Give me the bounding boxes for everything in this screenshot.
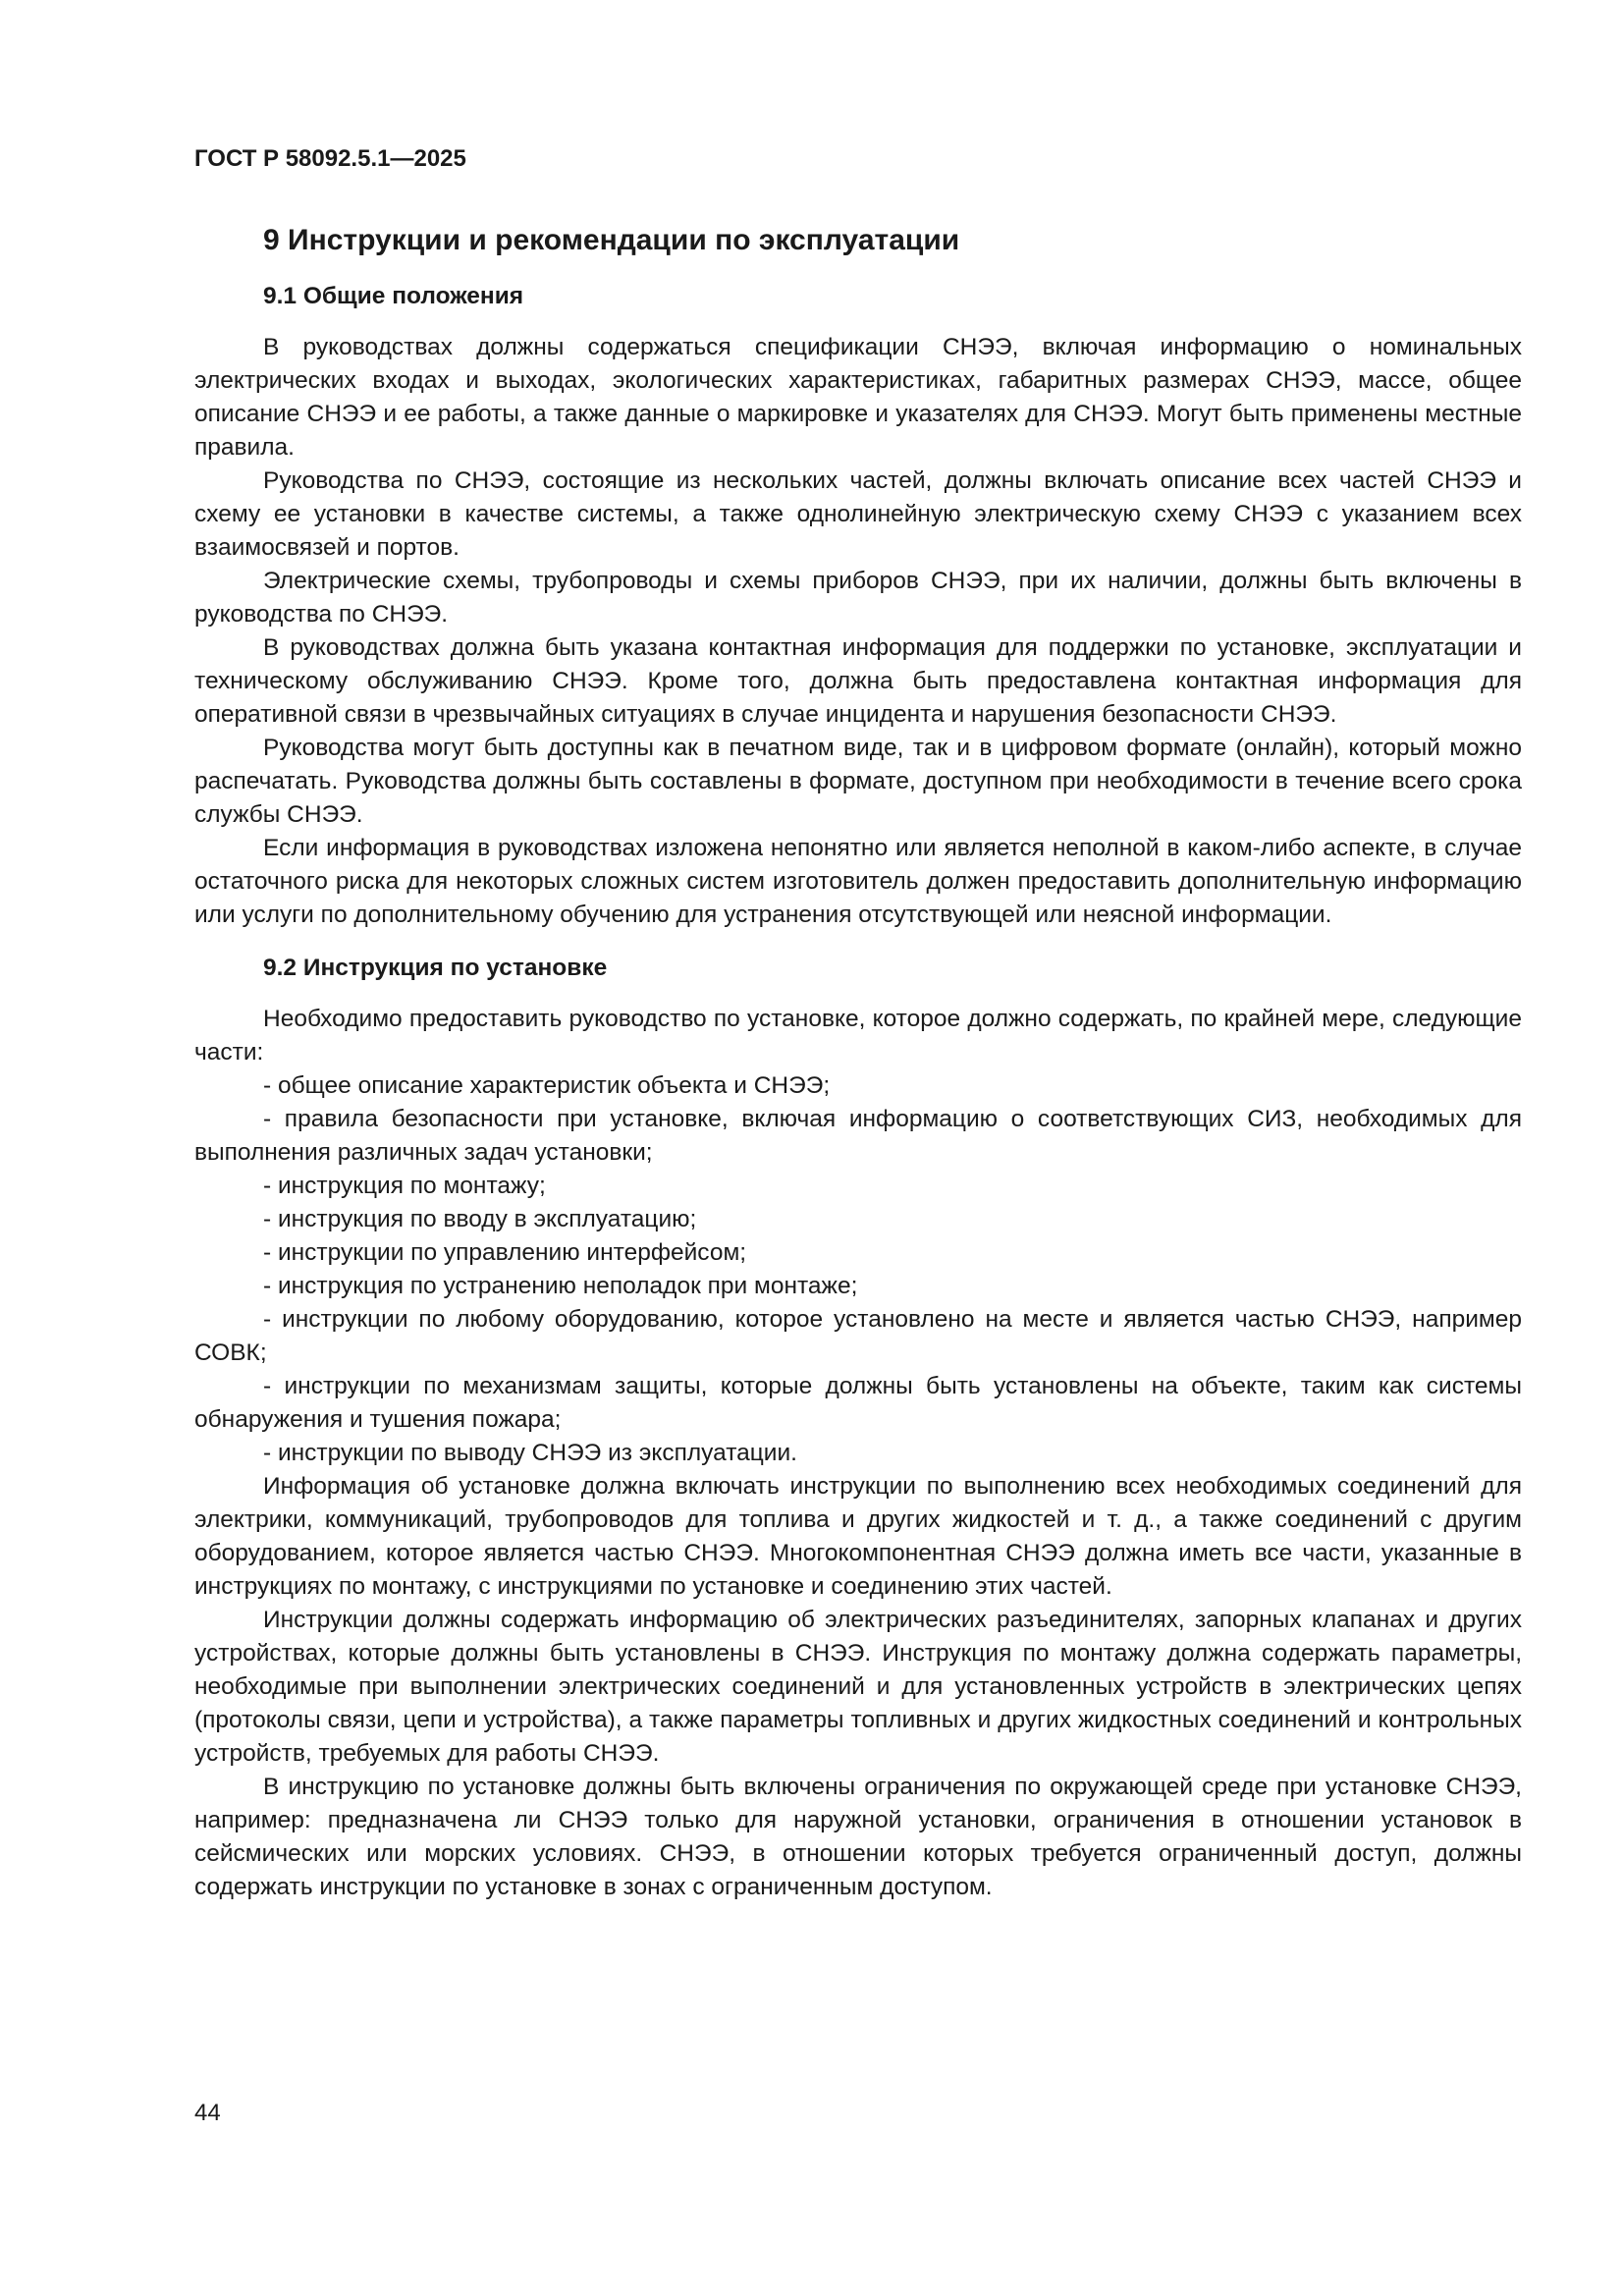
- subsection-heading-9-2: 9.2 Инструкция по установке: [263, 955, 608, 981]
- paragraph-intro: Необходимо предоставить руководство по установке, которое должно содержать, по крайней мере, следующие части:: [194, 1006, 1522, 1066]
- subsection-heading-9-1: 9.1 Общие положения: [263, 283, 524, 309]
- section-heading: 9 Инструкции и рекомендации по эксплуатации: [263, 224, 960, 256]
- list-item: - инструкции по любому оборудованию, которое установлено на месте и является частью СНЭЭ, например СОВК;: [194, 1306, 1522, 1366]
- list-item: - инструкция по монтажу;: [263, 1173, 546, 1199]
- paragraph: В руководствах должны содержаться спецификации СНЭЭ, включая информацию о номинальных электрических входах и выходах, экологических характеристиках, габаритных размерах СНЭЭ, массе, общее описание СНЭЭ и ее работы, а также данные о маркировке и указателях для СНЭЭ. Могут быть применены местные правила.: [194, 334, 1522, 461]
- paragraph: В руководствах должна быть указана контактная информация для поддержки по установке, эксплуатации и техническому обслуживанию СНЭЭ. Кроме того, должна быть предоставлена контактная информация для оперативной связи в чрезвычайных ситуациях в случае инцидента и нарушения безопасности СНЭЭ.: [194, 634, 1522, 728]
- paragraph: Электрические схемы, трубопроводы и схемы приборов СНЭЭ, при их наличии, должны быть включены в руководства по СНЭЭ.: [194, 568, 1522, 628]
- paragraph: Руководства могут быть доступны как в печатном виде, так и в цифровом формате (онлайн), который можно распечатать. Руководства должны быть составлены в формате, доступном при необходимости в течение всего срока службы СНЭЭ.: [194, 735, 1522, 828]
- list-item: - инструкция по вводу в эксплуатацию;: [263, 1206, 697, 1232]
- page-number: 44: [194, 2100, 221, 2126]
- paragraph: В инструкцию по установке должны быть включены ограничения по окружающей среде при установке СНЭЭ, например: предназначена ли СНЭЭ только для наружной установки, ограничения в отношении установок в сейсмических или морских условиях. СНЭЭ, в отношении которых требуется ограниченный доступ, должны содержать инструкции по установке в зонах с ограниченным доступом.: [194, 1774, 1522, 1900]
- page-content: [194, 221, 1522, 1904]
- list-item: - общее описание характеристик объекта и СНЭЭ;: [263, 1072, 831, 1099]
- list-item: - инструкции по выводу СНЭЭ из эксплуатации.: [263, 1440, 797, 1466]
- list-item: - инструкции по механизмам защиты, которые должны быть установлены на объекте, таким как системы обнаружения и тушения пожара;: [194, 1373, 1522, 1433]
- list-item: - правила безопасности при установке, включая информацию о соответствующих СИЗ, необходимых для выполнения различных задач установки;: [194, 1106, 1522, 1166]
- paragraph: Информация об установке должна включать инструкции по выполнению всех необходимых соединений для электрики, коммуникаций, трубопроводов для топлива и других жидкостей и т. д., а также соединений с другим оборудованием, которое является частью СНЭЭ. Многокомпонентная СНЭЭ должна иметь все части, указанные в инструкциях по монтажу, с инструкциями по установке и соединению этих частей.: [194, 1473, 1522, 1600]
- paragraph: Инструкции должны содержать информацию об электрических разъединителях, запорных клапанах и других устройствах, которые должны быть установлены в СНЭЭ. Инструкция по монтажу должна содержать параметры, необходимые при выполнении электрических соединений и для установленных устройств в электрических цепях (протоколы связи, цепи и устройства), а также параметры топливных и других жидкостных соединений и контрольных устройств, требуемых для работы СНЭЭ.: [194, 1607, 1522, 1767]
- paragraph: Если информация в руководствах изложена непонятно или является неполной в каком-либо аспекте, в случае остаточного риска для некоторых сложных систем изготовитель должен предоставить дополнительную информацию или услуги по дополнительному обучению для устранения отсутствующей или неясной информации.: [194, 835, 1522, 928]
- document-code: ГОСТ Р 58092.5.1—2025: [194, 145, 466, 172]
- list-item: - инструкции по управлению интерфейсом;: [263, 1239, 747, 1266]
- paragraph: Руководства по СНЭЭ, состоящие из нескольких частей, должны включать описание всех частей СНЭЭ и схему ее установки в качестве системы, а также однолинейную электрическую схему СНЭЭ с указанием всех взаимосвязей и портов.: [194, 467, 1522, 561]
- list-item: - инструкция по устранению неполадок при монтаже;: [263, 1273, 858, 1299]
